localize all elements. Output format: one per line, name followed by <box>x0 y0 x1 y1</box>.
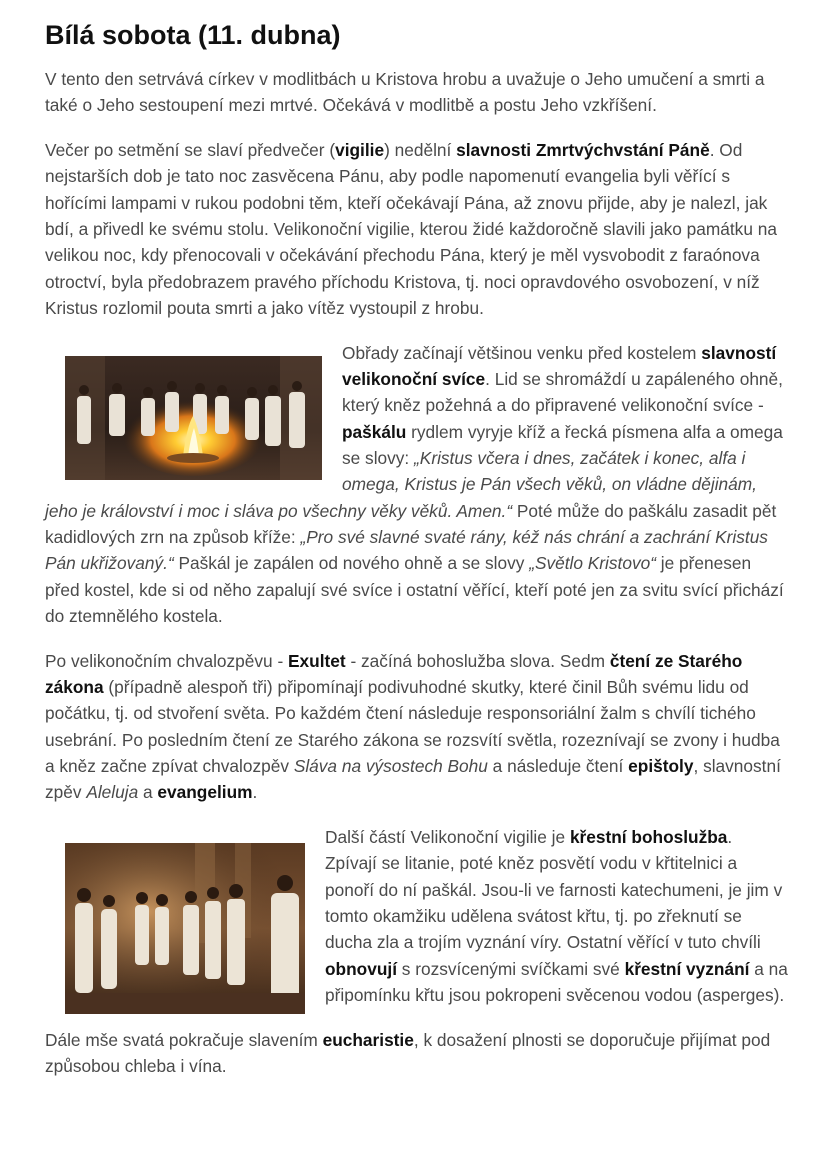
bold-term: vigilie <box>335 140 385 161</box>
text: . Zpívají se litanie, poté kněz posvětí vodu v křtitelnici a ponoří do ní paškál. Jsou-li ve farnosti katechumeni, je jim v tomto okamžiku udělena svátost křtu, tj. po zřeknutí se ducha zla a trojím vyznání víry. Ostatní věřící v tuto chvíli <box>325 827 783 953</box>
quote: „Světlo Kristovo“ <box>529 553 656 574</box>
text: ) nedělní <box>384 140 457 161</box>
bold-term: paškálu <box>342 421 407 442</box>
text: a následuje čtení <box>487 755 629 776</box>
text: je přenesen před kostel, kde si od něho zapalují své svíce i ostatní věřící, kteří poté jen za svitu svící přichází do ztemnělého kostela. <box>45 553 784 626</box>
bold-term: epištoly <box>628 755 694 776</box>
text: Po velikonočním chvalozpěvu - <box>45 650 289 671</box>
text: . Od nejstarších dob je tato noc zasvěcena Pánu, aby podle napomenutí evangelia byli věřící s hořícími lampami v rukou podobni těm, kteří očekávají Pána, až znovu přijde, aby je nalezl, jak bdí, a přivedl ke svému stolu. Velikonoční vigilie, kterou židé každoročně slavili jako památku na velikou noc, kdy přenocovali v očekávání přechodu Pána, který je měl vysvobodit z faraónova otroctví, byla předobrazem pravého příchodu Kristova, tj. noci opravdového osvobození, v níž Kristus rozlomil pouta smrti a jako vítěz vystoupil z hrobu. <box>45 140 777 318</box>
text: , k dosažení plnosti se doporučuje přijímat pod způsobou chleba i vína. <box>45 1029 771 1077</box>
page-title: Bílá sobota (11. dubna) <box>45 20 341 50</box>
easter-fire-photo <box>65 356 322 480</box>
italic-term: Aleluja <box>86 782 139 803</box>
vigil-paragraph <box>45 137 788 321</box>
text: . Lid se shromáždí u zapáleného ohně, který kněz požehná a do připravené velikonoční svíce - <box>342 369 783 416</box>
text: (případně alespoň tři) připomínají podivuhodné skutky, které činil Bůh svému lidu od počátku, tj. od stvoření světa. Po každém čtení následuje responsoriální žalm s chvílí tichého usebrání. Po posledním čtení ze Starého zákona se rozsvítí světla, rozeznívají se zvony i hudba a kněz začne zpívat chvalozpěv <box>45 677 780 776</box>
text: Obřady začínají většinou venku před kostelem <box>342 342 702 363</box>
text: Večer po setmění se slaví předvečer ( <box>45 140 336 161</box>
text: , slavnostní zpěv <box>45 755 781 803</box>
text: rydlem vyryje kříž a řecká písmena alfa a omega se slovy: <box>342 421 783 469</box>
intro-paragraph: V tento den setrvává církev v modlitbách u Kristova hrobu a uvažuje o Jeho umučení a smrti a také o Jeho sestoupení mezi mrtvé. Očekává v modlitbě a postu Jeho vzkříšení. <box>45 69 765 116</box>
text: . <box>252 782 258 803</box>
church-interior-photo <box>65 843 305 1014</box>
text: Paškál je zapálen od nového ohně a se slovy <box>173 553 530 574</box>
text: a na připomínku křtu jsou pokropeni svěcenou vodou (asperges). <box>325 958 788 1005</box>
bold-term: slavností velikonoční svíce <box>342 342 777 390</box>
quote: „Kristus včera i dnes, začátek i konec, alfa i omega, Kristus je Pán všech věků, on vládne dějinám, jeho je království i moc i sláva po všechny věky věků. Amen.“ <box>45 448 757 521</box>
bold-term: křestní bohoslužba <box>569 827 728 848</box>
liturgy-paragraph <box>45 648 788 806</box>
italic-term: Sláva na výsostech Bohu <box>293 755 488 776</box>
bold-term: slavnosti Zmrtvýchvstání Páně <box>456 140 710 161</box>
bold-term: eucharistie <box>322 1029 414 1050</box>
bold-term: křestní vyznání <box>624 958 750 979</box>
text: Poté může do paškálu zasadit pět kadidlových zrn na způsob kříže: <box>45 500 777 547</box>
eucharist-paragraph <box>45 1027 788 1080</box>
text: a <box>138 782 158 803</box>
bold-term: Exultet <box>288 650 346 671</box>
text: Další částí Velikonoční vigilie je <box>325 827 570 848</box>
bold-term: evangelium <box>157 782 253 803</box>
quote: „Pro své slavné svaté rány, kéž nás chrání a zachrání Kristus Pán ukřižovaný.“ <box>45 526 768 574</box>
text: - začíná bohoslužba slova. Sedm <box>345 650 610 671</box>
bold-term: obnovují <box>325 958 397 979</box>
text: s rozsvícenými svíčkami své <box>397 958 625 979</box>
bold-term: čtení ze Starého zákona <box>45 650 743 698</box>
text: Dále mše svatá pokračuje slavením <box>45 1029 323 1050</box>
